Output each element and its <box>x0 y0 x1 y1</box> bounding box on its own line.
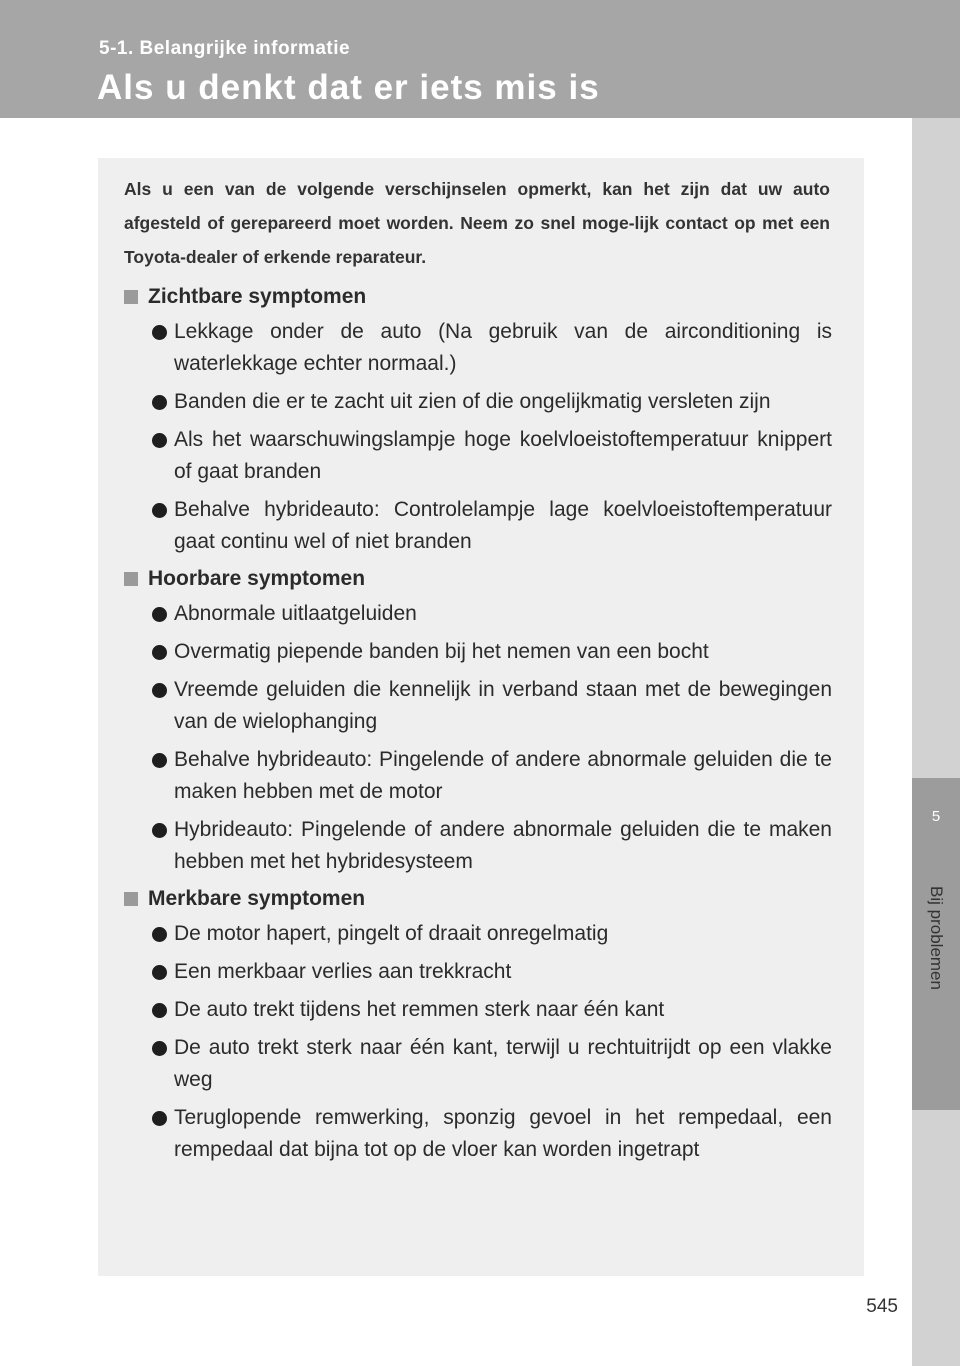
chapter-header <box>0 0 960 118</box>
bullet-icon <box>152 503 167 518</box>
bullet-icon <box>152 1003 167 1018</box>
list-item <box>124 956 832 988</box>
list-item-text: De auto trekt tijdens het remmen sterk naar één kant <box>174 998 665 1021</box>
intro-text: Als u een van de volgende verschijnselen opmerkt, kan het zijn dat uw auto afgesteld of gerepareerd moet worden. Neem zo snel moge-lijk contact op met een Toyota-dealer of erkende reparateur. <box>124 179 830 267</box>
list-item-text: Teruglopende remwerking, sponzig gevoel in het rempedaal, een rempedaal dat bijna tot op de vloer kan worden ingetrapt <box>174 1106 832 1161</box>
section-title: Merkbare symptomen <box>148 887 366 910</box>
list-item <box>124 1102 832 1166</box>
list-item <box>124 424 832 488</box>
chapter-label: Bij problemen <box>927 886 946 990</box>
symptom-list <box>124 282 832 1172</box>
bullet-icon <box>152 645 167 660</box>
section-label: 5-1. Belangrijke informatie <box>99 38 351 59</box>
list-item <box>124 1032 832 1096</box>
list-item <box>124 386 832 418</box>
symptom-section <box>124 884 832 1166</box>
list-item-text: Banden die er te zacht uit zien of die ongelijkmatig versleten zijn <box>174 390 771 413</box>
section-title: Zichtbare symptomen <box>148 285 367 308</box>
bullet-icon <box>152 683 167 698</box>
bullet-icon <box>152 965 167 980</box>
list-item-text: Lekkage onder de auto (Na gebruik van de airconditioning is waterlekkage echter normaal.) <box>174 320 832 375</box>
list-item-text: Overmatig piepende banden bij het nemen van een bocht <box>174 640 709 663</box>
bullet-icon <box>152 395 167 410</box>
side-tab-strip <box>912 118 960 1366</box>
list-item <box>124 674 832 738</box>
list-item-text: Als het waarschuwingslampje hoge koelvloeistoftemperatuur knippert of gaat branden <box>174 428 832 483</box>
list-item-text: Behalve hybrideauto: Pingelende of andere abnormale geluiden die te maken hebben met de motor <box>174 748 832 803</box>
list-item-text: Vreemde geluiden die kennelijk in verband staan met de bewegingen van de wielophanging <box>174 678 832 733</box>
square-bullet-icon <box>124 572 138 586</box>
bullet-icon <box>152 823 167 838</box>
section-heading <box>124 282 832 312</box>
list-item-text: Abnormale uitlaatgeluiden <box>174 602 417 625</box>
bullet-icon <box>152 607 167 622</box>
list-item-text: Een merkbaar verlies aan trekkracht <box>174 960 512 983</box>
list-item <box>124 744 832 808</box>
list-item-text: De motor hapert, pingelt of draait onregelmatig <box>174 922 609 945</box>
list-item <box>124 994 832 1026</box>
square-bullet-icon <box>124 892 138 906</box>
list-item-text: Behalve hybrideauto: Controlelampje lage koelvloeistoftemperatuur gaat continu wel of niet branden <box>174 498 832 553</box>
list-item <box>124 918 832 950</box>
bullet-icon <box>152 753 167 768</box>
list-item <box>124 636 832 668</box>
bullet-icon <box>152 1111 167 1126</box>
section-title: Hoorbare symptomen <box>148 567 366 590</box>
bullet-icon <box>152 927 167 942</box>
bullet-icon <box>152 433 167 448</box>
list-item-text: De auto trekt sterk naar één kant, terwijl u rechtuitrijdt op een vlakke weg <box>174 1036 832 1091</box>
page-number: 545 <box>866 1296 898 1317</box>
symptom-section <box>124 564 832 878</box>
page-title: Als u denkt dat er iets mis is <box>97 68 600 107</box>
section-heading <box>124 884 832 914</box>
symptom-section <box>124 282 832 558</box>
list-item <box>124 814 832 878</box>
list-item <box>124 316 832 380</box>
list-item <box>124 598 832 630</box>
list-item-text: Hybrideauto: Pingelende of andere abnormale geluiden die te maken hebben met het hybridesysteem <box>174 818 832 873</box>
square-bullet-icon <box>124 290 138 304</box>
section-heading <box>124 564 832 594</box>
list-item <box>124 494 832 558</box>
bullet-icon <box>152 1041 167 1056</box>
bullet-icon <box>152 325 167 340</box>
chapter-number: 5 <box>931 808 941 825</box>
